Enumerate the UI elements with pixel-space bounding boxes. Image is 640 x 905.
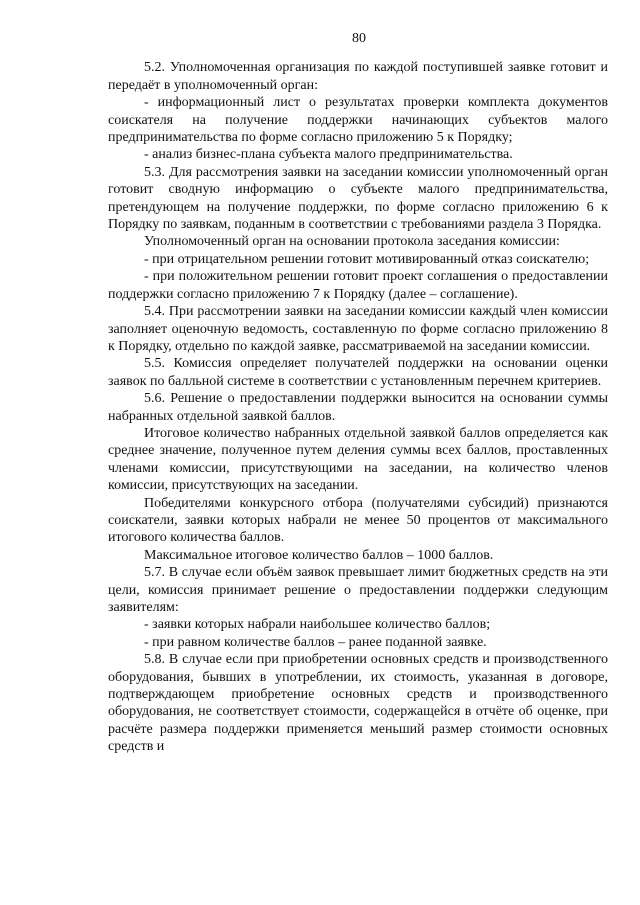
paragraph-winners: Победителями конкурсного отбора (получателями субсидий) признаются соискатели, заявки которых набрали не менее 50 процентов от максимального итогового количества баллов. [108,495,608,546]
list-item-earlier-application: - при равном количестве баллов – ранее поданной заявке. [144,634,487,650]
paragraph-5-3: 5.3. Для рассмотрения заявки на заседании комиссии уполномоченный орган готовит сводную информацию о субъекте малого предпринимательства, претендующем на получение поддержки, по форме согласно приложению 6 к Порядку по заявкам, поданным в соответствии с требованиями раздела 3 Порядка. [108,164,608,233]
page-number: 80 [352,31,366,46]
paragraph-5-4: 5.4. При рассмотрении заявки на заседании комиссии каждый член комиссии заполняет оценочную ведомость, составленную по форме согласно приложению 8 к Порядку, отдельно по каждой заявке, рассматриваемой на заседании комиссии. [108,304,608,354]
list-item-highest-score: - заявки которых набрали наибольшее количество баллов; [144,617,491,633]
paragraph-total-score: Итоговое количество набранных отдельной заявкой баллов определяется как среднее значение, полученное путем деления суммы всех баллов, проставленных членами комиссии, присутствующими на заседании, на количество членов комиссии, присутствующих на заседании. [108,425,608,494]
paragraph-5-8: 5.8. В случае если при приобретении основных средств и производственного оборудования, бывших в употреблении, их стоимость, указанная в договоре, подтверждающем приобретение основных средств и производственного оборудования, не соответствует стоимости, содержащейся в отчёте об оценке, при расчёте размера поддержки применяется меньший размер стоимости основных средств и [108,652,608,755]
list-item-positive-decision: - при положительном решении готовит проект соглашения о предоставлении поддержки согласно приложению 7 к Порядку (далее – соглашение). [108,269,608,302]
paragraph-5-6: 5.6. Решение о предоставлении поддержки выносится на основании суммы набранных отдельной заявкой баллов. [108,391,608,424]
document-body [108,59,608,755]
paragraph-authorized-body: Уполномоченный орган на основании протокола заседания комиссии: [144,234,560,250]
paragraph-max-score: Максимальное итоговое количество баллов – 1000 баллов. [144,547,494,563]
paragraph-5-2: 5.2. Уполномоченная организация по каждой поступившей заявке готовит и передаёт в уполномоченный орган: [108,60,608,93]
list-item-business-plan: - анализ бизнес-плана субъекта малого предпринимательства. [144,147,513,163]
list-item-negative-decision: - при отрицательном решении готовит мотивированный отказ соискателю; [144,251,590,267]
paragraph-5-7: 5.7. В случае если объём заявок превышает лимит бюджетных средств на эти цели, комиссия принимает решение о предоставлении поддержки следующим заявителям: [108,565,608,615]
paragraph-5-5: 5.5. Комиссия определяет получателей поддержки на основании оценки заявок по балльной системе в соответствии с установленным перечнем критериев. [108,356,608,389]
list-item-info-sheet: - информационный лист о результатах проверки комплекта документов соискателя на получение поддержки начинающих субъектов малого предпринимательства по форме согласно приложению 5 к Порядку; [108,95,608,146]
